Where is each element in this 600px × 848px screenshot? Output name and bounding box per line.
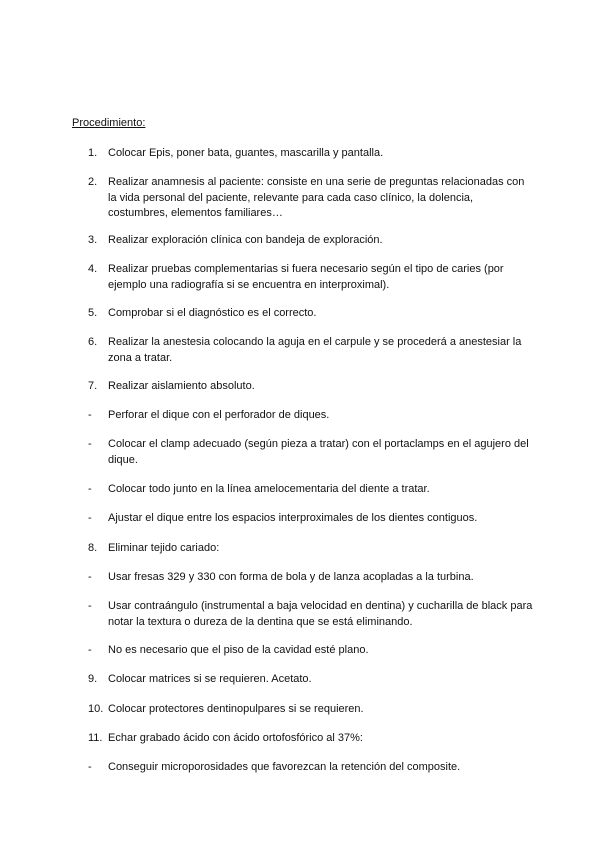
list-item-text: Realizar la anestesia colocando la aguja en el carpule y se procederá a anestesiar la zona a tratar.	[108, 336, 522, 364]
list-marker: -	[88, 600, 92, 612]
list-item-dash-1	[88, 408, 536, 424]
list-item-1	[88, 146, 536, 162]
list-marker: 9.	[88, 673, 98, 685]
list-marker: -	[88, 644, 92, 656]
list-marker: -	[88, 571, 92, 583]
list-item-text: Colocar todo junto en la línea amelocementaria del diente a tratar.	[108, 483, 430, 495]
list-item-text: Realizar pruebas complementarias si fuera necesario según el tipo de caries (por ejemplo una radiografía si se encuentra en interproximal).	[108, 263, 504, 291]
list-item-9	[88, 672, 536, 688]
list-item-text: Comprobar si el diagnóstico es el correcto.	[108, 307, 317, 319]
list-item-6	[88, 335, 536, 366]
list-item-dash-2	[88, 437, 536, 468]
list-item-text: Realizar anamnesis al paciente: consiste en una serie de preguntas relacionadas con la vida personal del paciente, relevante para cada caso clínico, la dolencia, costumbres, elementos familiares…	[108, 176, 525, 219]
list-item-5	[88, 306, 536, 322]
list-marker: 11.	[88, 732, 103, 744]
list-item-text: Realizar aislamiento absoluto.	[108, 380, 255, 392]
list-item-2	[88, 175, 536, 222]
list-marker: -	[88, 438, 92, 450]
list-marker: 1.	[88, 147, 98, 159]
section-heading: Procedimiento:	[72, 117, 146, 129]
list-item-text: Conseguir microporosidades que favorezcan la retención del composite.	[108, 761, 461, 773]
list-item-dash-6	[88, 599, 536, 630]
list-item-text: No es necesario que el piso de la cavidad esté plano.	[108, 644, 369, 656]
list-marker: -	[88, 512, 92, 524]
list-item-dash-8	[88, 760, 536, 776]
list-item-text: Colocar protectores dentinopulpares si se requieren.	[108, 703, 364, 715]
list-marker: 4.	[88, 263, 98, 275]
list-marker: 10.	[88, 703, 104, 715]
list-item-text: Echar grabado ácido con ácido ortofosfórico al 37%:	[108, 732, 363, 744]
list-item-text: Perforar el dique con el perforador de diques.	[108, 409, 330, 421]
list-item-dash-7	[88, 643, 536, 659]
list-marker: -	[88, 483, 92, 495]
list-item-dash-3	[88, 482, 536, 498]
list-item-text: Realizar exploración clínica con bandeja de exploración.	[108, 234, 383, 246]
list-item-text: Eliminar tejido cariado:	[108, 542, 220, 554]
list-item-8	[88, 541, 536, 557]
list-marker: 2.	[88, 176, 98, 188]
list-item-text: Usar fresas 329 y 330 con forma de bola y de lanza acopladas a la turbina.	[108, 571, 474, 583]
list-marker: 5.	[88, 307, 98, 319]
list-item-dash-4	[88, 511, 536, 527]
list-marker: -	[88, 761, 92, 773]
list-item-text: Colocar matrices si se requieren. Acetato.	[108, 673, 312, 685]
list-item-text: Usar contraángulo (instrumental a baja velocidad en dentina) y cucharilla de black para notar la textura o dureza de la dentina que se está eliminando.	[108, 600, 533, 628]
list-item-text: Ajustar el dique entre los espacios interproximales de los dientes contiguos.	[108, 512, 478, 524]
list-item-dash-5	[88, 570, 536, 586]
list-item-text: Colocar Epis, poner bata, guantes, mascarilla y pantalla.	[108, 147, 384, 159]
list-marker: 3.	[88, 234, 98, 246]
list-item-4	[88, 262, 536, 293]
list-item-11	[88, 731, 536, 747]
list-marker: 6.	[88, 336, 98, 348]
list-item-7	[88, 379, 536, 395]
list-marker: 8.	[88, 542, 98, 554]
list-marker: 7.	[88, 380, 98, 392]
list-item-3	[88, 233, 536, 249]
list-item-10	[88, 702, 536, 718]
list-marker: -	[88, 409, 92, 421]
list-item-text: Colocar el clamp adecuado (según pieza a tratar) con el portaclamps en el agujero del dique.	[108, 438, 529, 466]
